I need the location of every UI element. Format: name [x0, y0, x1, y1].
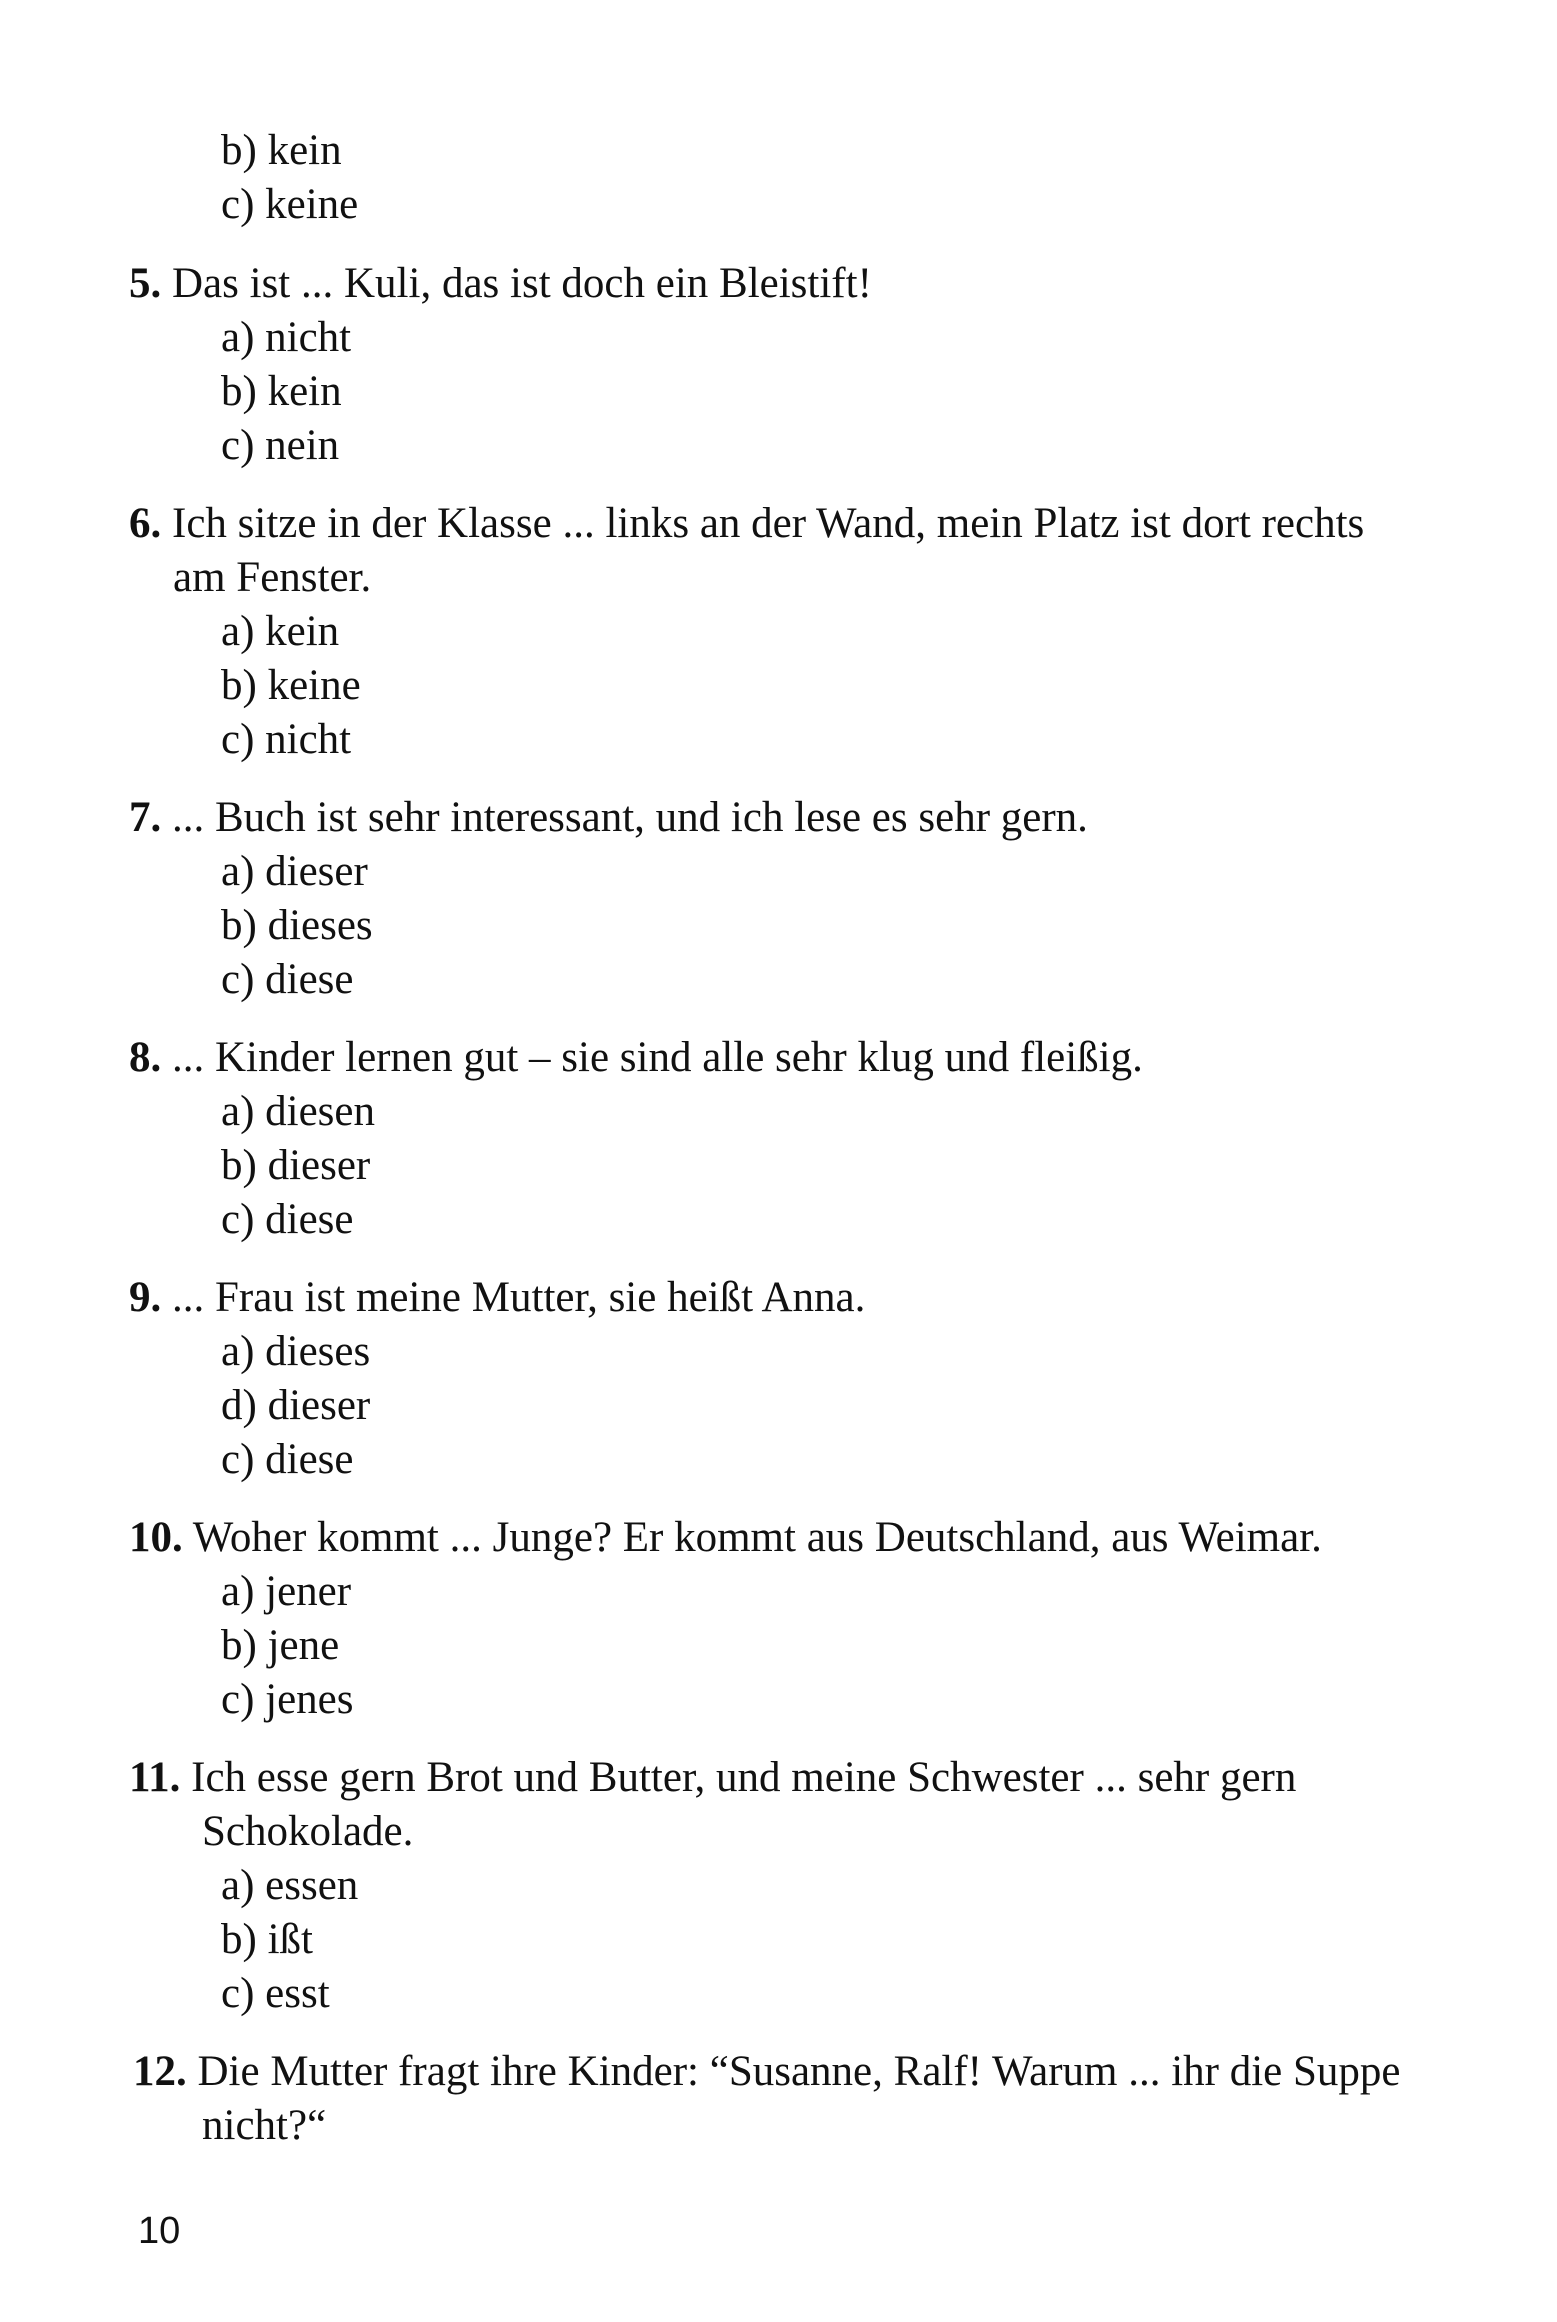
option-item: b) keine	[221, 662, 361, 709]
question-number: 8.	[129, 1034, 162, 1081]
option-item: c) jenes	[221, 1676, 354, 1723]
question-10	[129, 1511, 1322, 1564]
option-item: b) dieses	[221, 902, 373, 949]
question-6	[129, 497, 1364, 550]
question-number: 12.	[133, 2048, 187, 2095]
option-item: b) kein	[221, 368, 342, 415]
question-text-continuation: nicht?“	[202, 2102, 327, 2149]
question-8	[129, 1031, 1143, 1084]
question-text: Ich esse gern Brot und Butter, und meine Schwester ... sehr gern	[191, 1754, 1297, 1801]
question-9	[129, 1271, 865, 1324]
option-item: a) dieser	[221, 848, 368, 895]
option-item: c) diese	[221, 1436, 354, 1483]
option-item: c) diese	[221, 956, 354, 1003]
option-item: a) kein	[221, 608, 340, 655]
question-text-continuation: am Fenster.	[173, 554, 372, 601]
option-item: c) diese	[221, 1196, 354, 1243]
option-item: c) esst	[221, 1970, 330, 2017]
option-item: b) dieser	[221, 1142, 371, 1189]
option-item: c) nein	[221, 422, 340, 469]
option-item: c) nicht	[221, 716, 352, 763]
question-11	[129, 1751, 1296, 1804]
question-number: 7.	[129, 794, 162, 841]
question-number: 6.	[129, 500, 162, 547]
option-item: b) ißt	[221, 1916, 313, 1963]
option-item: a) diesen	[221, 1088, 376, 1135]
option-item: c) keine	[221, 181, 359, 228]
question-text: Die Mutter fragt ihre Kinder: “Susanne, Ralf! Warum ... ihr die Suppe	[197, 2048, 1401, 2095]
question-number: 10.	[129, 1514, 183, 1561]
question-text: ... Kinder lernen gut – sie sind alle sehr klug und fleißig.	[172, 1034, 1143, 1081]
option-item: b) jene	[221, 1622, 340, 1669]
question-5	[129, 257, 872, 310]
option-item: b) kein	[221, 127, 342, 174]
option-item: a) nicht	[221, 314, 352, 361]
question-number: 9.	[129, 1274, 162, 1321]
question-text: Woher kommt ... Junge? Er kommt aus Deutschland, aus Weimar.	[192, 1514, 1322, 1561]
question-text: ... Frau ist meine Mutter, sie heißt Anna.	[172, 1274, 866, 1321]
option-item: a) jener	[221, 1568, 352, 1615]
option-item: a) dieses	[221, 1328, 371, 1375]
option-item: d) dieser	[221, 1382, 371, 1429]
question-12	[133, 2045, 1401, 2098]
question-7	[129, 791, 1088, 844]
question-text: Das ist ... Kuli, das ist doch ein Bleistift!	[172, 260, 872, 307]
question-number: 11.	[129, 1754, 181, 1801]
question-text-continuation: Schokolade.	[202, 1808, 414, 1855]
question-number: 5.	[129, 260, 162, 307]
question-text: ... Buch ist sehr interessant, und ich lese es sehr gern.	[172, 794, 1088, 841]
question-text: Ich sitze in der Klasse ... links an der Wand, mein Platz ist dort rechts	[172, 500, 1365, 547]
page-number: 10	[138, 2210, 181, 2252]
option-item: a) essen	[221, 1862, 359, 1909]
